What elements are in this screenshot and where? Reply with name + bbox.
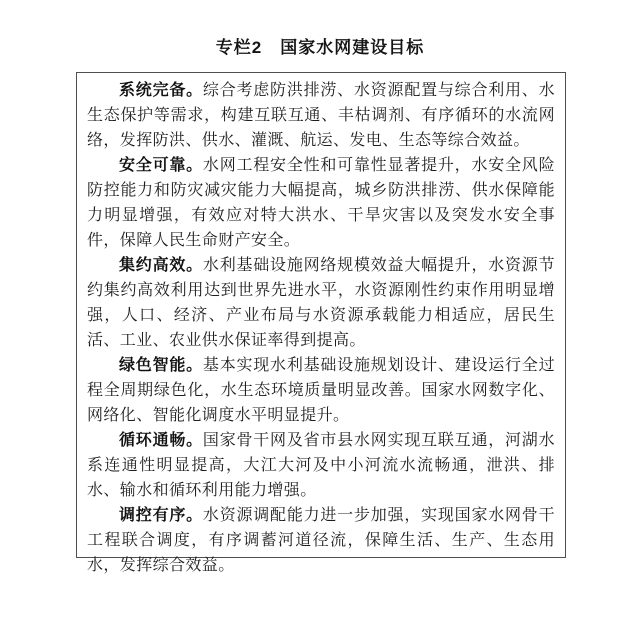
- goals-box: [76, 72, 566, 574]
- goal-term: 系统完备。: [119, 82, 203, 99]
- goal-paragraph: [87, 253, 555, 353]
- goal-text: 水资源调配能力进一步加强，实现国家水网骨干工程联合调度，有序调蓄河道径流，保障生活、生产、生态用水，发挥综合效益。: [87, 507, 555, 574]
- goal-text: 国家骨干网及省市县水网实现互联互通，河湖水系连通性明显提高，大江大河及中小河流水流畅通，泄洪、排水、输水和循环利用能力增强。: [87, 432, 555, 499]
- goal-paragraph: [87, 428, 555, 503]
- goal-term: 循环通畅。: [119, 432, 203, 449]
- goal-paragraph: [87, 78, 555, 153]
- goal-term: 调控有序。: [119, 507, 203, 524]
- goal-text: 水利基础设施网络规模效益大幅提升，水资源节约集约高效利用达到世界先进水平，水资源刚性约束作用明显增强，人口、经济、产业布局与水资源承载能力相适应，居民生活、工业、农业供水保证率得到提高。: [87, 257, 555, 349]
- goal-paragraph: [87, 153, 555, 253]
- goal-text: 基本实现水利基础设施规划设计、建设运行全过程全周期绿色化，水生态环境质量明显改善。国家水网数字化、网络化、智能化调度水平明显提升。: [87, 357, 555, 424]
- goal-term: 绿色智能。: [119, 357, 203, 374]
- goal-text: 综合考虑防洪排涝、水资源配置与综合利用、水生态保护等需求，构建互联互通、丰枯调剂、有序循环的水流网络，发挥防洪、供水、灌溉、航运、发电、生态等综合效益。: [87, 82, 555, 149]
- goal-term: 安全可靠。: [119, 157, 203, 174]
- goal-paragraph: [87, 353, 555, 428]
- goal-text: 水网工程安全性和可靠性显著提升，水安全风险防控能力和防灾减灾能力大幅提高，城乡防洪排涝、供水保障能力明显增强，有效应对特大洪水、干旱灾害以及突发水安全事件，保障人民生命财产安全。: [87, 157, 555, 249]
- goal-paragraph: [87, 503, 555, 578]
- goal-term: 集约高效。: [119, 257, 203, 274]
- page-title: 专栏2 国家水网建设目标: [215, 38, 425, 57]
